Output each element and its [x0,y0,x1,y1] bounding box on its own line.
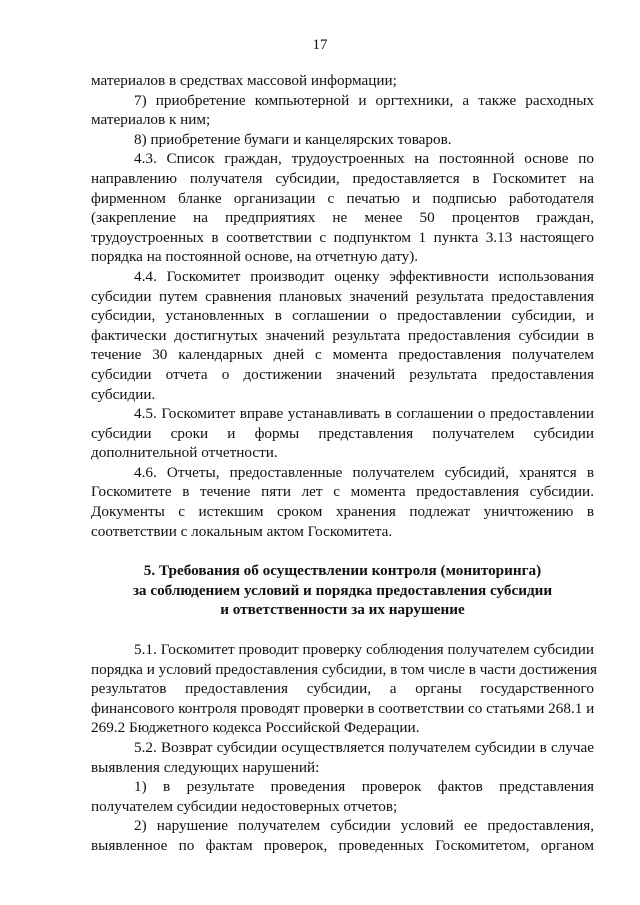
text-line: (закрепление на предприятиях не менее 50 процентов граждан, [91,209,594,227]
heading-line: за соблюдением условий и порядка предоставления субсидии [132,581,553,599]
text-line: 5.1. Госкомитет проводит проверку соблюдения получателем субсидии [134,641,594,659]
heading-line: и ответственности за их нарушение [220,601,465,619]
section-5-text [91,640,597,856]
text-line: 4.3. Список граждан, трудоустроенных на постоянной основе по [134,150,594,168]
text-line: субсидии отчета о достижении значений результата предоставления [91,365,594,383]
text-line: финансового контроля проводят проверки в соответствии со статьями 268.1 и [91,699,595,717]
section-5-heading [91,561,594,620]
text-line: субсидии. [91,385,156,403]
text-line: порядка на постоянной основе, на отчетную дату). [91,248,419,266]
text-line: Документы с истекшим сроком хранения подлежат уничтожению в [91,503,594,521]
document-body [91,71,597,856]
text-line: 8) приобретение бумаги и канцелярских товаров. [134,130,452,148]
text-line: получателем субсидии недостоверных отчетов; [91,797,398,815]
text-line: порядка и условий предоставления субсидии, в том числе в части достижения [91,660,597,678]
text-line: соответствии с локальным актом Госкомитета. [91,522,393,540]
text-line: материалов к ним; [91,111,211,129]
text-line: течение 30 календарных дней с момента предоставления получателем [91,346,594,364]
text-line: трудоустроенных в соответствии с подпунктом 1 пункта 3.13 настоящего [91,228,594,246]
text-line: направлению получателя субсидии, предоставляется в Госкомитет на [91,169,594,187]
text-line: 1) в результате проведения проверок фактов представления [134,778,594,796]
heading-line: 5. Требования об осуществлении контроля (мониторинга) [143,562,542,580]
text-line: фирменном бланке организации с печатью и подписью работодателя [91,189,594,207]
text-line: 269.2 Бюджетного кодекса Российской Федерации. [91,719,420,737]
text-line: 5.2. Возврат субсидии осуществляется получателем субсидии в случае [134,739,594,756]
text-line: дополнительной отчетности. [91,444,278,462]
text-line: Госкомитете в течение пяти лет с момента предоставления субсидии. [91,483,594,501]
text-line: субсидии путем сравнения плановых значений результата предоставления [91,287,594,305]
text-line: 7) приобретение компьютерной и оргтехники, а также расходных [134,91,594,109]
text-line: выявления следующих нарушений: [91,758,320,776]
text-line: 4.6. Отчеты, предоставленные получателем субсидий, хранятся в [134,463,594,481]
text-line: 4.4. Госкомитет производит оценку эффективности использования [134,267,594,285]
page-number: 17 [312,37,328,53]
text-line: фактически достигнутых значений результата предоставления субсидии в [91,326,594,344]
section-4-text [91,71,594,541]
text-line: результатов предоставления субсидии, а органы государственного [91,680,594,698]
text-line: 2) нарушение получателем субсидии условий ее предоставления, [134,817,594,835]
text-line: субсидии сроки и формы представления получателем субсидии [91,424,594,442]
text-line: выявленное по фактам проверок, проведенных Госкомитетом, органом [91,836,594,854]
text-line: субсидии, установленных в соглашении о предоставлении субсидии, и [91,307,594,325]
text-line: 4.5. Госкомитет вправе устанавливать в соглашении о предоставлении [134,405,594,423]
text-line: материалов в средствах массовой информации; [91,72,397,89]
